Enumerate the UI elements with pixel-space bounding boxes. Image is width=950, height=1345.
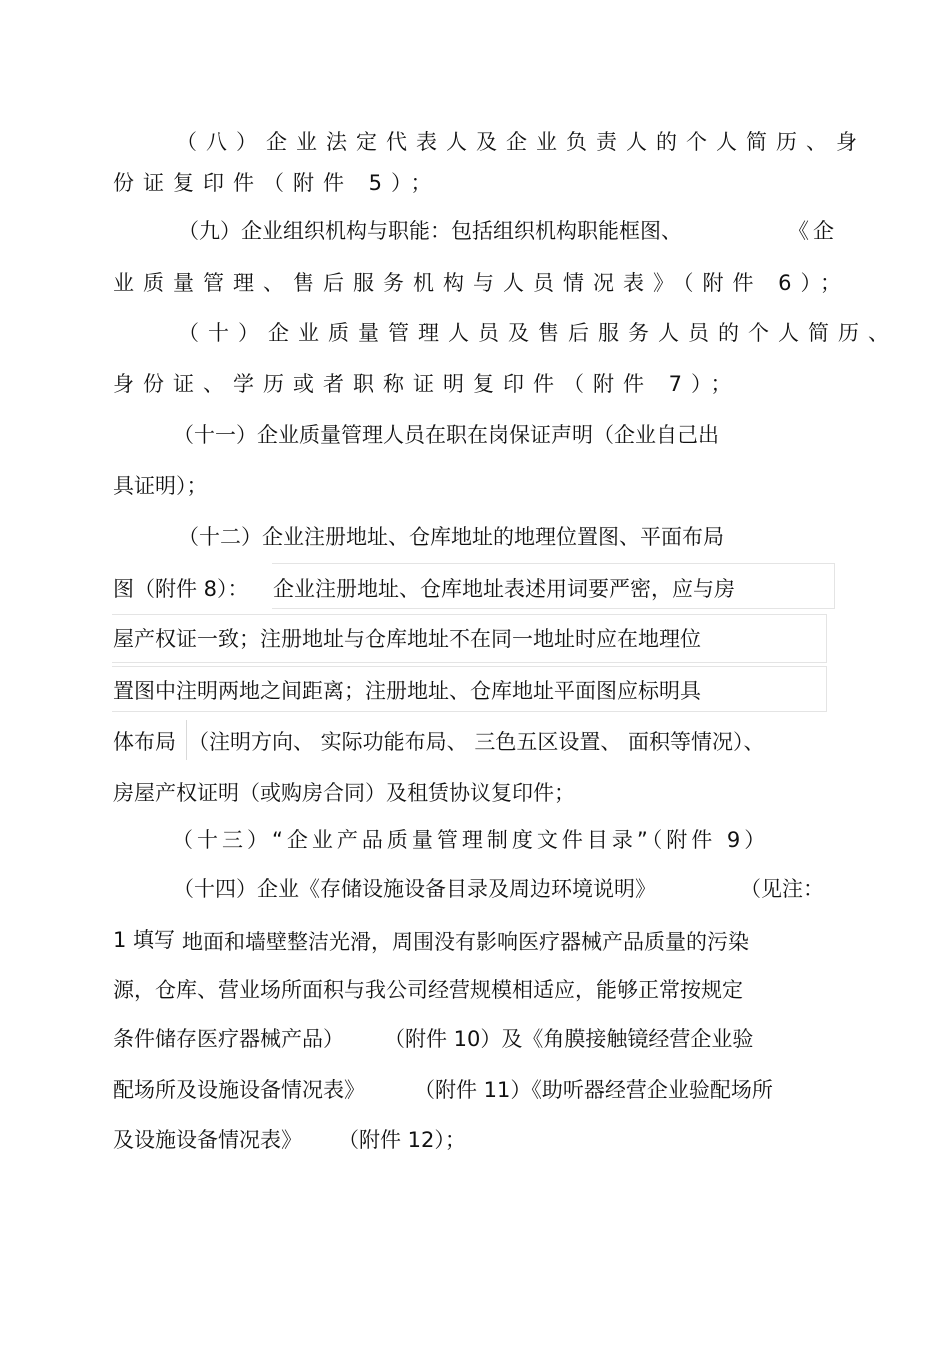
para-12-line-2-boxed: 企业注册地址、仓库地址表述用词要严密，应与房 xyxy=(273,577,735,601)
box-divider xyxy=(186,720,187,760)
para-12-line-3: 屋产权证一致；注册地址与仓库地址不在同一地址时应在地理位 xyxy=(113,627,701,651)
para-14-line-6-rest: （附件 12）； xyxy=(338,1128,466,1152)
para-11-line-2: 具证明）； xyxy=(113,474,208,498)
para-9-line-1-end: 《企 xyxy=(788,219,838,243)
para-12-line-2-start: 图（附件 8）： xyxy=(113,577,249,601)
para-14-line-4-start: 条件储存医疗器械产品） xyxy=(113,1027,344,1051)
para-14-line-6-start: 及设施设备情况表》 xyxy=(113,1128,302,1152)
para-14-line-4-rest: （附件 10）及《角膜接触镜经营企业验 xyxy=(384,1027,754,1051)
para-12-line-5-rest: （注明方向、 实际功能布局、 三色五区设置、 面积等情况）、 xyxy=(188,730,765,754)
para-12-line-1: （十二）企业注册地址、仓库地址的地理位置图、平面布局 xyxy=(178,525,724,549)
para-9-line-2: 业质量管理、售后服务机构与人员情况表》（附件 6）； xyxy=(113,271,851,295)
para-14-line-2-rest: 地面和墙壁整洁光滑，周围没有影响医疗器械产品质量的污染 xyxy=(182,930,749,954)
para-14-line-5-start: 配场所及设施设备情况表》 xyxy=(113,1078,365,1102)
para-10-line-2: 身份证、学历或者职称证明复印件（附件 7）； xyxy=(113,372,741,396)
para-11-line-1: （十一）企业质量管理人员在职在岗保证声明（企业自己出 xyxy=(173,423,719,447)
para-12-line-4: 置图中注明两地之间距离；注册地址、仓库地址平面图应标明具 xyxy=(113,679,701,703)
para-14-line-3: 源，仓库、营业场所面积与我公司经营规模相适应，能够正常按规定 xyxy=(113,978,743,1002)
para-14-line-5-rest: （附件 11）《助听器经营企业验配场所 xyxy=(414,1078,773,1102)
para-14-line-2-start: 1 填写 xyxy=(113,928,176,952)
para-12-line-6: 房屋产权证明（或购房合同）及租赁协议复印件； xyxy=(113,781,575,805)
para-14-line-1: （十四）企业《存储设施设备目录及周边环境说明》 xyxy=(173,877,656,901)
para-13-line-1: （十三）“企业产品质量管理制度文件目录”（附件 9） xyxy=(172,828,770,852)
para-14-line-1-end: （见注： xyxy=(740,877,824,901)
para-9-line-1: （九）企业组织机构与职能：包括组织机构职能框图、 xyxy=(178,219,682,243)
para-12-line-5-start: 体布局 xyxy=(113,730,176,754)
para-8-line-2: 份证复印件（附件 5）； xyxy=(113,171,441,195)
para-8-line-1: （八）企业法定代表人及企业负责人的个人简历、身 xyxy=(176,130,866,154)
para-10-line-1: （十）企业质量管理人员及售后服务人员的个人简历、 xyxy=(178,321,898,345)
